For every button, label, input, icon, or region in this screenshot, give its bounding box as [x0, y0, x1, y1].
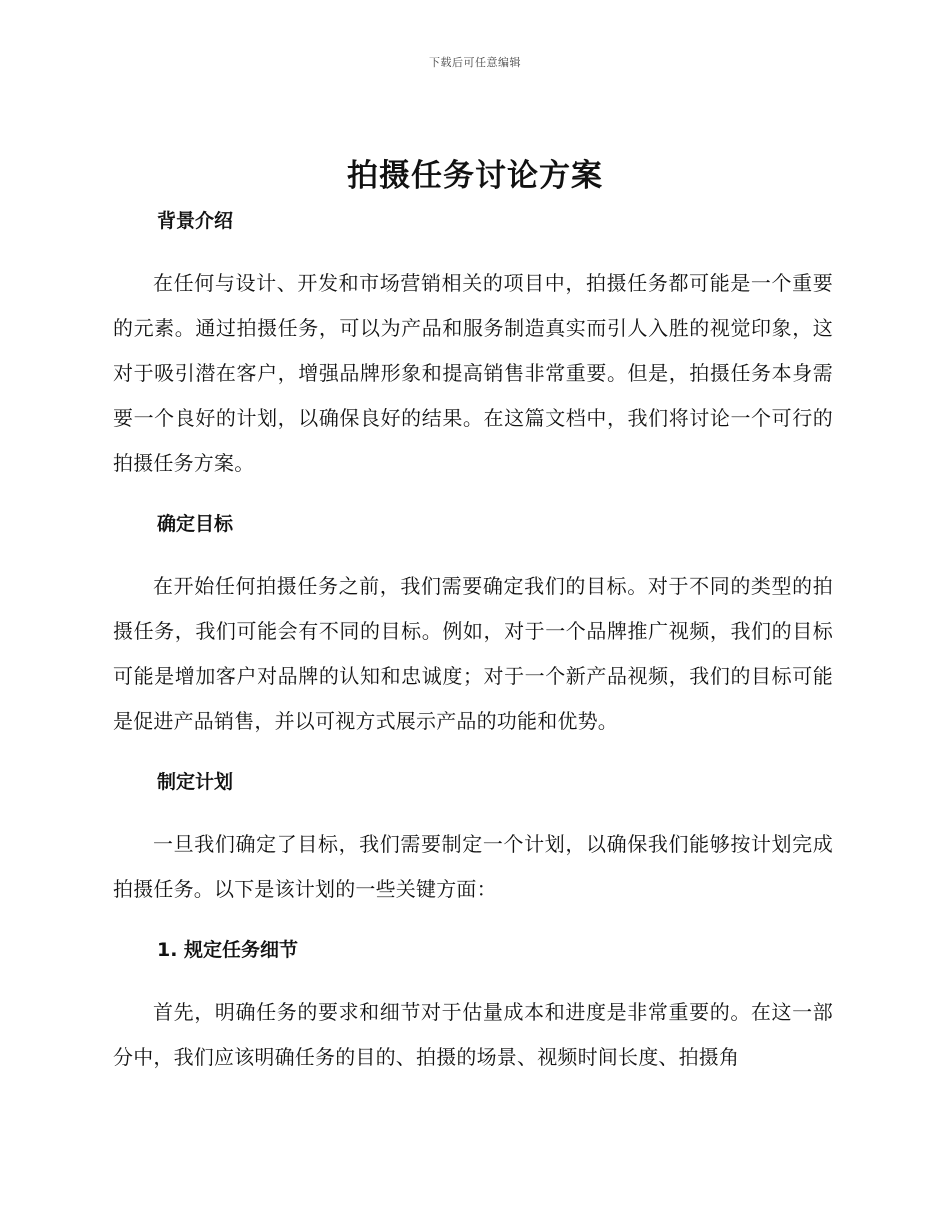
document-title: 拍摄任务讨论方案 — [347, 158, 603, 194]
section-paragraph-goals: 在开始任何拍摄任务之前，我们需要确定我们的目标。对于不同的类型的拍摄任务，我们可能会有不同的目标。例如，对于一个品牌推广视频，我们的目标可能是增加客户对品牌的认知和忠诚度；对于一个新产品视频，我们的目标可能是促进产品销售，并以可视方式展示产品的功能和优势。 — [113, 574, 833, 733]
document-body — [113, 203, 833, 1080]
section-paragraph-background: 在任何与设计、开发和市场营销相关的项目中，拍摄任务都可能是一个重要的元素。通过拍摄任务，可以为产品和服务制造真实而引人入胜的视觉印象，这对于吸引潜在客户，增强品牌形象和提高销售非常重要。但是，拍摄任务本身需要一个良好的计划，以确保良好的结果。在这篇文档中，我们将讨论一个可行的拍摄任务方案。 — [113, 271, 833, 475]
section-paragraph-task-details: 首先，明确任务的要求和细节对于估量成本和进度是非常重要的。在这一部分中，我们应该明确任务的目的、拍摄的场景、视频时间长度、拍摄角 — [113, 1000, 833, 1069]
section-heading-plan: 制定计划 — [157, 771, 234, 793]
header-note: 下载后可任意编辑 — [429, 56, 521, 69]
section-heading-background: 背景介绍 — [157, 210, 234, 232]
section-paragraph-plan: 一旦我们确定了目标，我们需要制定一个计划，以确保我们能够按计划完成拍摄任务。以下是该计划的一些关键方面： — [113, 832, 833, 901]
section-heading-goals: 确定目标 — [157, 513, 234, 535]
section-heading-task-details: 1. 规定任务细节 — [157, 939, 299, 961]
